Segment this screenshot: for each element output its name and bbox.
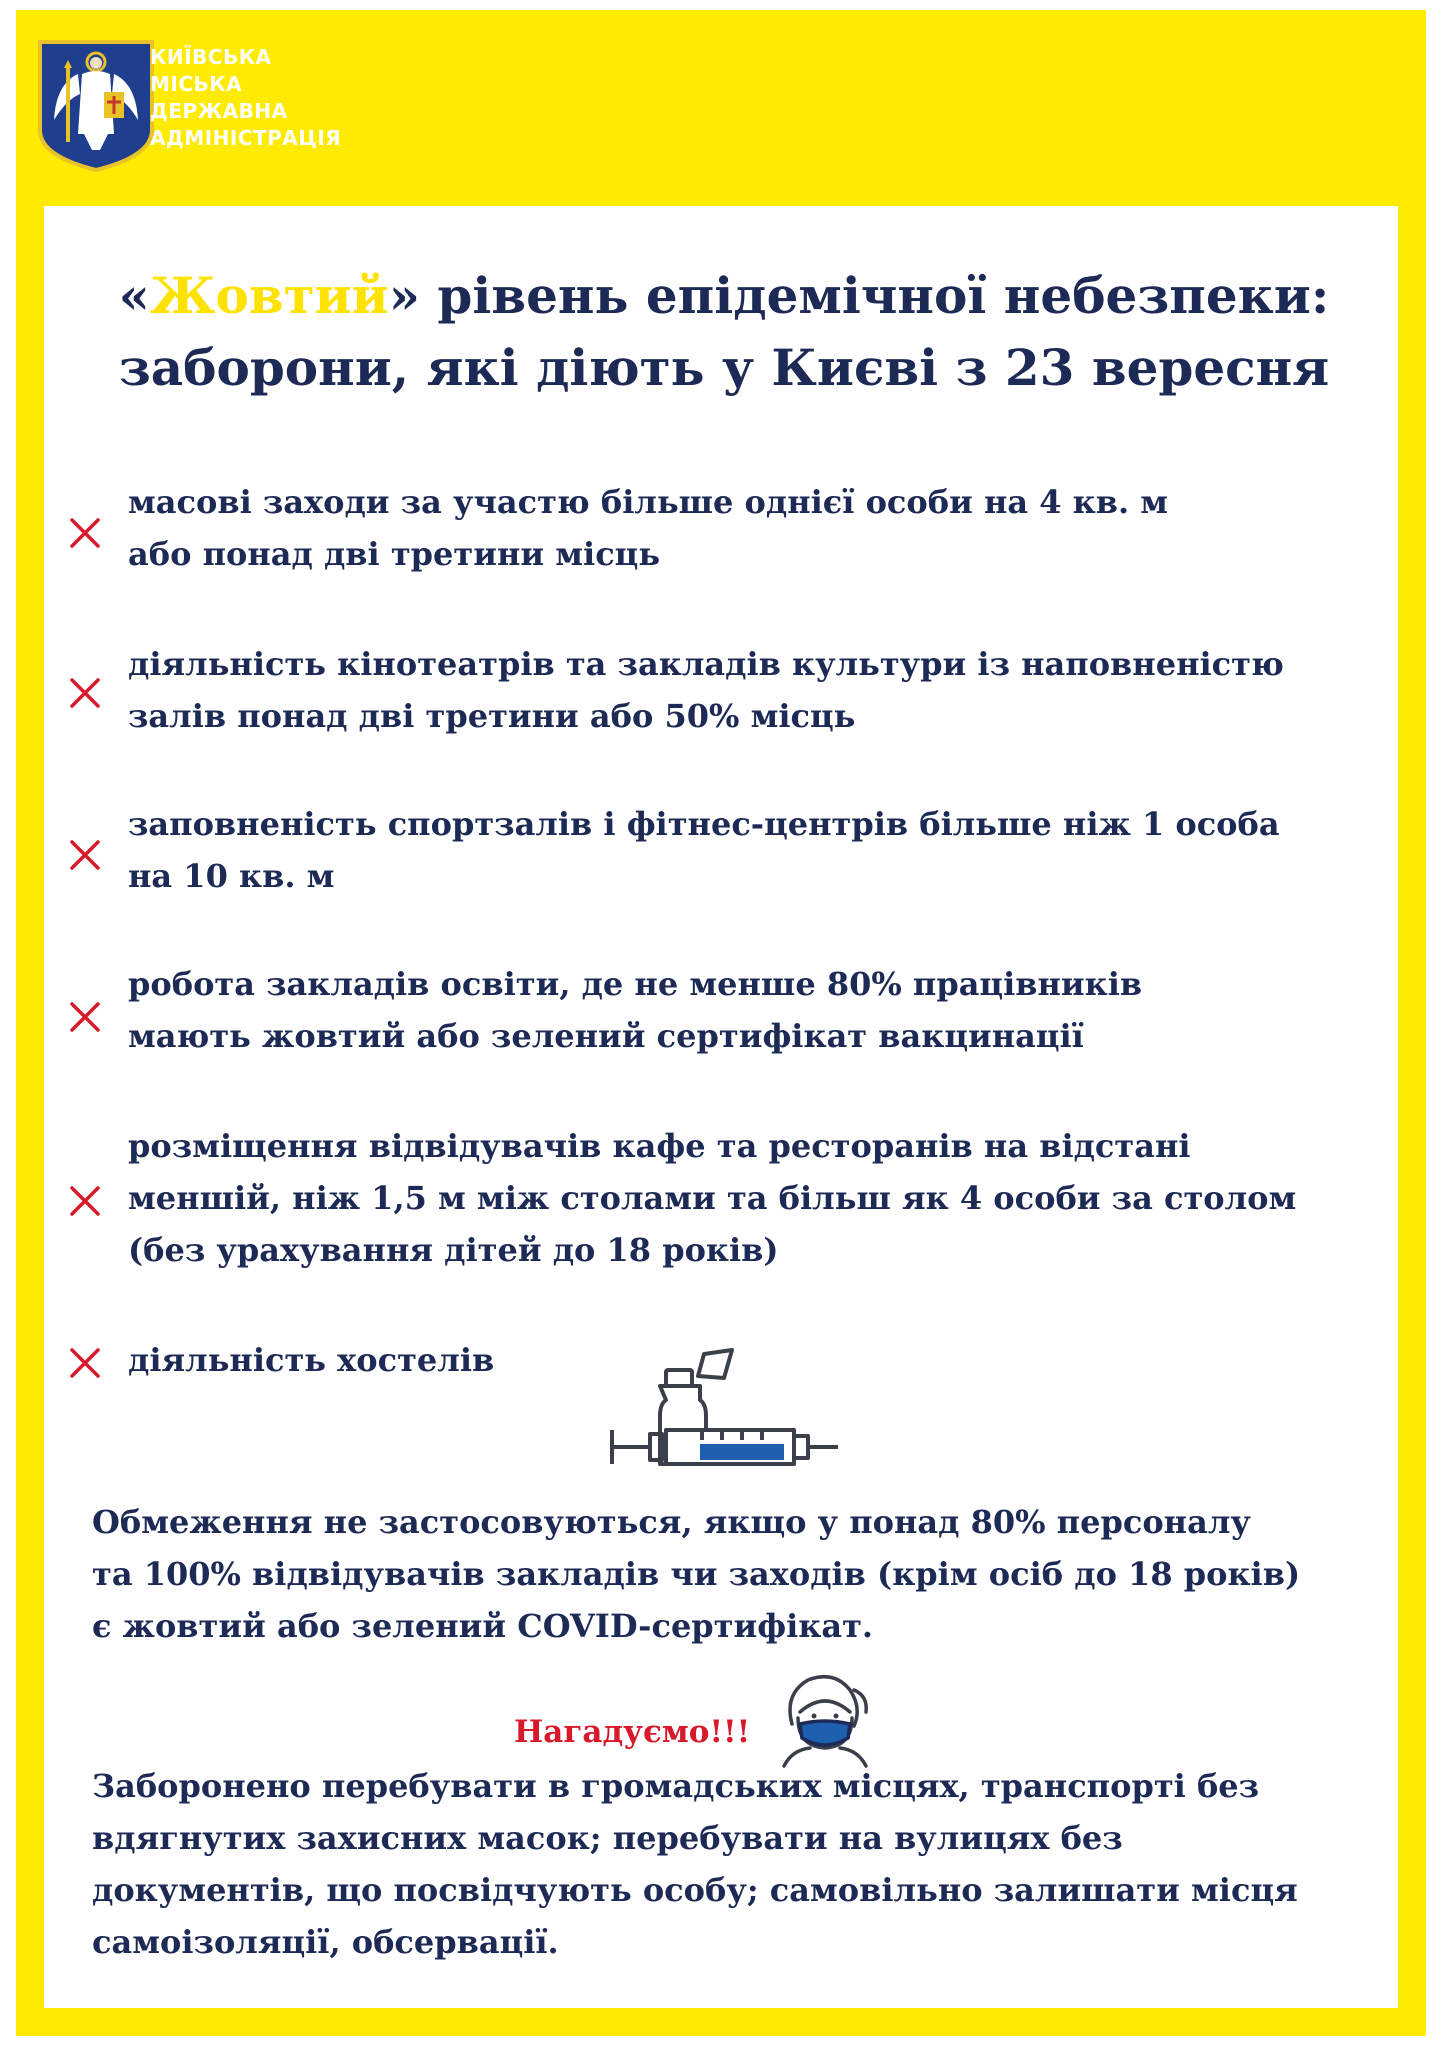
reminder-heading: Нагадуємо!!! (514, 1714, 751, 1750)
title-highlight: Жовтий (149, 266, 389, 325)
org-line: МІСЬКА (150, 72, 243, 96)
exception-note: Обмеження не застосовуються, якщо у понад 80% персоналу та 100% відвідувачів закладів чи заходів (крім осіб до 18 років) є жовтий або зелений COVID-сертифікат. (92, 1503, 1301, 1645)
org-line: КИЇВСЬКА (150, 45, 272, 69)
ban-item: масові заходи за участю більше однієї особи на 4 кв. м або понад дві третини місць (128, 483, 1169, 573)
ban-item: розміщення відвідувачів кафе та ресторанів на відстані меншій, ніж 1,5 м між столами та більш як 4 особи за столом (без урахування дітей до 18 років) (128, 1127, 1297, 1269)
cross-icon (68, 676, 102, 710)
ban-item: діяльність кінотеатрів та закладів культури із наповненістю залів понад дві третини або 50% місць (128, 645, 1284, 735)
organization-name (150, 44, 341, 152)
cross-icon (68, 516, 102, 550)
org-line: АДМІНІСТРАЦІЯ (150, 126, 342, 150)
quote-open: « (118, 266, 150, 325)
vaccine-syringe-icon (606, 1346, 846, 1496)
title-line-1 (0, 260, 1448, 332)
org-line: ДЕРЖАВНА (150, 99, 288, 123)
cross-icon (68, 1346, 102, 1380)
masked-person-icon (770, 1668, 880, 1768)
kyiv-coat-of-arms-icon (34, 38, 158, 174)
page-title (0, 260, 1448, 404)
reminder-text: Заборонено перебувати в громадських місцях, транспорті без вдягнутих захисних масок; перебувати на вулицях без документів, що посвідчують особу; самовільно залишати місця самоізоляції, обсервації. (92, 1767, 1298, 1961)
cross-icon (68, 838, 102, 872)
title-line-1-rest: » рівень епідемічної небезпеки: (388, 266, 1330, 325)
cross-icon (68, 1000, 102, 1034)
ban-item: заповненість спортзалів і фітнес-центрів більше ніж 1 особа на 10 кв. м (128, 805, 1280, 895)
title-line-2: заборони, які діють у Києві з 23 вересня (118, 338, 1330, 397)
cross-icon (68, 1184, 102, 1218)
ban-item: діяльність хостелів (128, 1341, 495, 1379)
ban-item: робота закладів освіти, де не менше 80% працівників мають жовтий або зелений сертифікат вакцинації (128, 965, 1143, 1055)
